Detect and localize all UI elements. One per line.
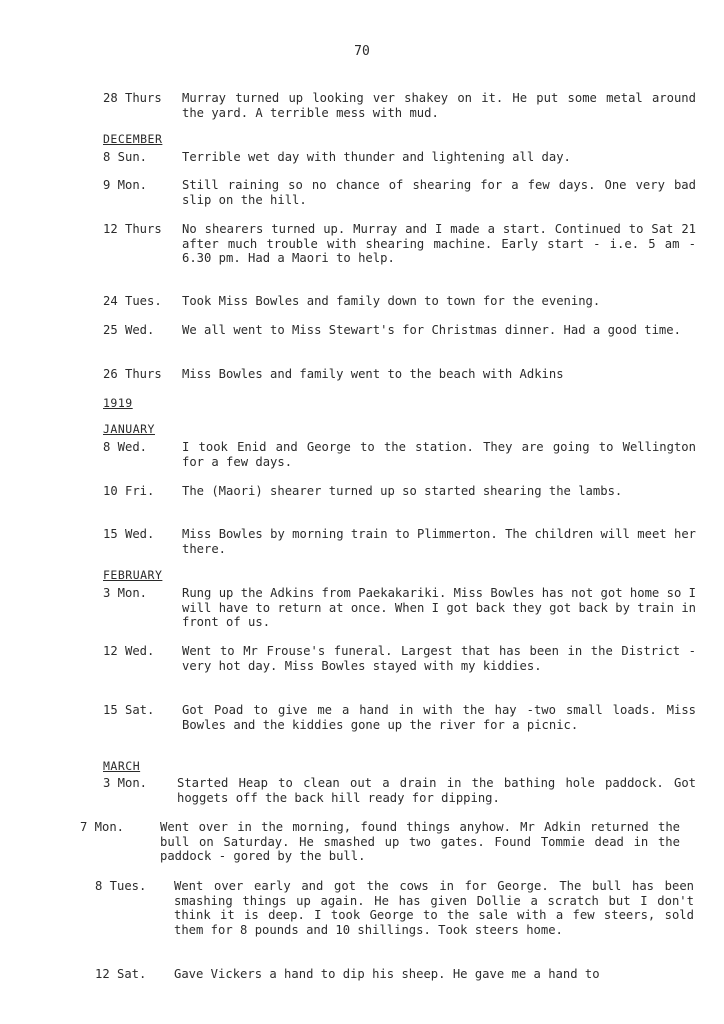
entry-text: Miss Bowles by morning train to Plimmerton. The children will meet her there. <box>182 527 696 556</box>
entry-date: 9 Mon. <box>103 178 148 192</box>
entry-date: 8 Wed. <box>103 440 148 454</box>
entry-text: Went over early and got the cows in for George. The bull has been smashing things up again. He has given Dollie a scratch but I don't think it is deep. I took George to the sale with a few steers, sold them for 8 pounds and 10 shillings. Took steers home. <box>174 879 694 937</box>
month-heading-december: DECEMBER <box>103 132 163 146</box>
entry-text: No shearers turned up. Murray and I made a start. Continued to Sat 21 after much trouble with shearing machine. Early start - i.e. 5 am - 6.30 pm. Had a Maori to help. <box>182 222 696 266</box>
entry-text: The (Maori) shearer turned up so started shearing the lambs. <box>182 484 623 498</box>
entry-text: I took Enid and George to the station. They are going to Wellington for a few days. <box>182 440 696 469</box>
entry-text: Gave Vickers a hand to dip his sheep. He gave me a hand to <box>174 967 600 981</box>
entry-date: 28 Thurs <box>103 91 162 105</box>
entry-date: 10 Fri. <box>103 484 155 498</box>
entry-text: Miss Bowles and family went to the beach with Adkins <box>182 367 564 381</box>
entry-text: Took Miss Bowles and family down to town for the evening. <box>182 294 601 308</box>
entry-date: 3 Mon. <box>103 776 148 790</box>
entry-date: 15 Wed. <box>103 527 155 541</box>
entry-date: 15 Sat. <box>103 703 155 717</box>
entry-text: Got Poad to give me a hand in with the hay -two small loads. Miss Bowles and the kiddies gone up the river for a picnic. <box>182 703 696 732</box>
year-heading: 1919 <box>103 396 133 410</box>
entry-text: We all went to Miss Stewart's for Christmas dinner. Had a good time. <box>182 323 681 337</box>
entry-text: Went over in the morning, found things anyhow. Mr Adkin returned the bull on Saturday. He smashed up two gates. Found Tommie dead in the paddock - gored by the bull. <box>160 820 680 864</box>
entry-text: Murray turned up looking ver shakey on it. He put some metal around the yard. A terrible mess with mud. <box>182 91 696 120</box>
entry-date: 26 Thurs <box>103 367 162 381</box>
entry-date: 12 Wed. <box>103 644 155 658</box>
entry-date: 12 Sat. <box>95 967 147 981</box>
entry-text: Rung up the Adkins from Paekakariki. Miss Bowles has not got home so I will have to return at once. When I got back they got back by train in front of us. <box>182 586 696 630</box>
entry-text: Went to Mr Frouse's funeral. Largest that has been in the District - very hot day. Miss Bowles stayed with my kiddies. <box>182 644 696 673</box>
entry-date: 12 Thurs <box>103 222 162 236</box>
entry-text: Still raining so no chance of shearing for a few days. One very bad slip on the hill. <box>182 178 696 207</box>
entry-date: 8 Sun. <box>103 150 148 164</box>
month-heading-february: FEBRUARY <box>103 568 163 582</box>
entry-text: Terrible wet day with thunder and lightening all day. <box>182 150 571 164</box>
entry-date: 7 Mon. <box>80 820 125 834</box>
month-heading-january: JANUARY <box>103 422 155 436</box>
entry-date: 8 Tues. <box>95 879 147 893</box>
month-heading-march: MARCH <box>103 759 141 773</box>
entry-date: 24 Tues. <box>103 294 162 308</box>
entry-text: Started Heap to clean out a drain in the bathing hole paddock. Got hoggets off the back hill ready for dipping. <box>177 776 696 805</box>
entry-date: 25 Wed. <box>103 323 155 337</box>
page-number: 70 <box>354 44 370 59</box>
entry-date: 3 Mon. <box>103 586 148 600</box>
